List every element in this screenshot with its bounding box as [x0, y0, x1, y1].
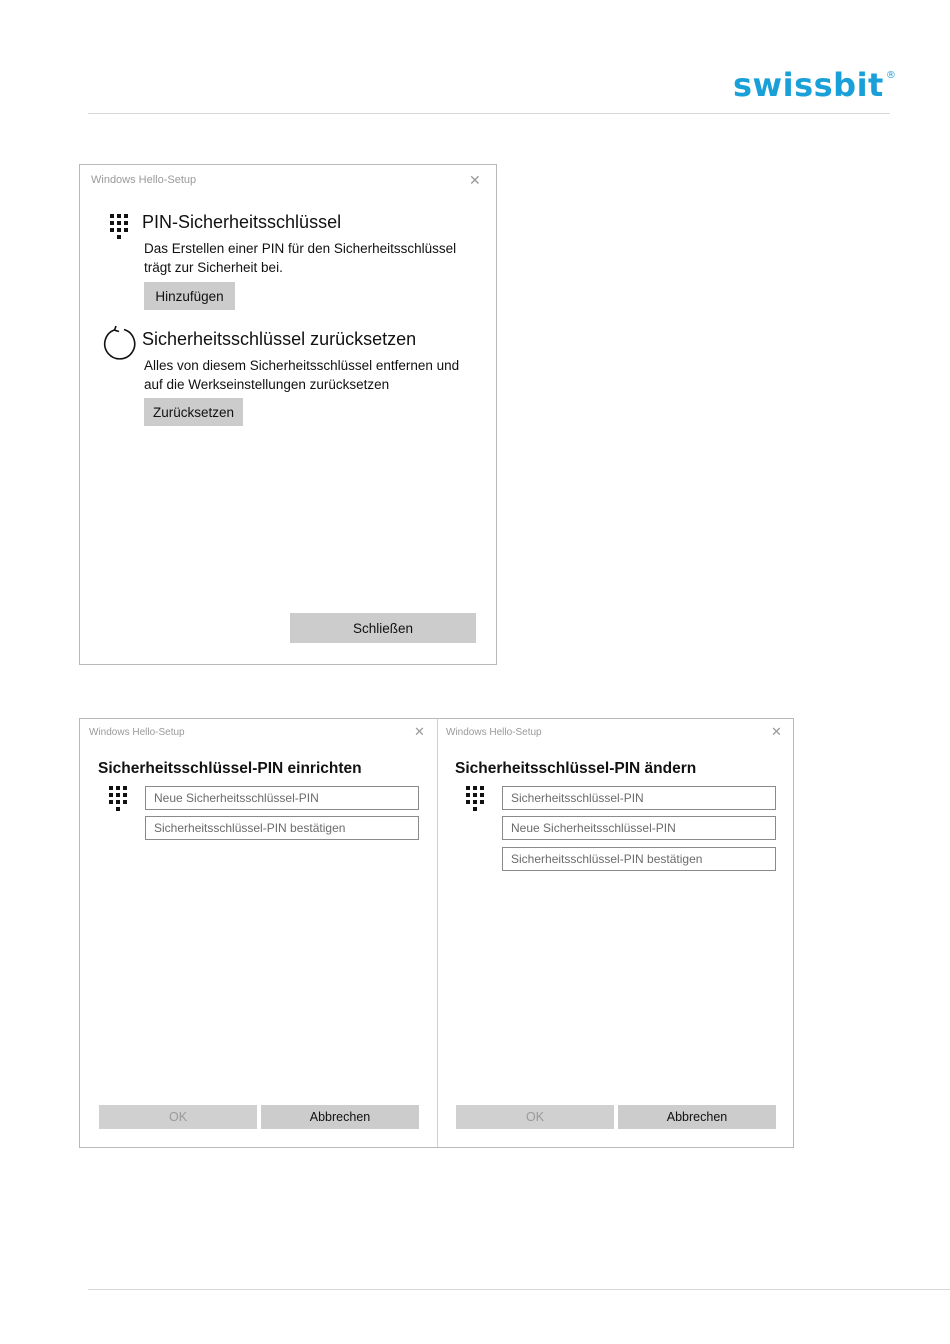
close-icon[interactable]: ✕: [771, 724, 782, 739]
header-divider: [88, 113, 890, 114]
add-pin-button[interactable]: Hinzufügen: [144, 282, 235, 310]
ok-button[interactable]: OK: [456, 1105, 614, 1129]
logo-text: swissbit: [733, 66, 884, 104]
pin-dialogs-container: [79, 718, 794, 1148]
reset-button[interactable]: Zurücksetzen: [144, 398, 243, 426]
setup-pin-dialog: [80, 719, 438, 1147]
dialog-title: Windows Hello-Setup: [446, 727, 542, 738]
ok-button[interactable]: OK: [99, 1105, 257, 1129]
pin-section-description: Das Erstellen einer PIN für den Sicherheitsschlüssel trägt zur Sicherheit bei.: [144, 241, 457, 275]
close-icon[interactable]: ✕: [414, 724, 425, 739]
pin-section-heading: PIN-Sicherheitsschlüssel: [142, 212, 342, 232]
confirm-pin-field[interactable]: [502, 847, 776, 871]
keypad-icon: [466, 786, 484, 811]
new-pin-field[interactable]: [145, 786, 419, 810]
keypad-icon: [110, 214, 128, 239]
change-pin-heading: Sicherheitsschlüssel-PIN ändern: [455, 760, 697, 777]
registered-mark: ®: [885, 70, 897, 81]
reset-section-heading: Sicherheitsschlüssel zurücksetzen: [142, 329, 417, 349]
close-button[interactable]: Schließen: [290, 613, 476, 643]
change-pin-dialog: [437, 719, 794, 1147]
reset-section-description: Alles von diesem Sicherheitsschlüssel entfernen und auf die Werkseinstellungen zurücksetzen: [144, 358, 460, 392]
keypad-icon: [109, 786, 127, 811]
cancel-button[interactable]: Abbrechen: [261, 1105, 419, 1129]
close-icon[interactable]: ✕: [469, 172, 481, 188]
dialog-title: Windows Hello-Setup: [89, 727, 185, 738]
new-pin-field[interactable]: [502, 816, 776, 840]
windows-hello-setup-dialog: [79, 164, 497, 665]
footer-divider: [88, 1289, 950, 1290]
setup-pin-heading: Sicherheitsschlüssel-PIN einrichten: [98, 760, 362, 777]
cancel-button[interactable]: Abbrechen: [618, 1105, 776, 1129]
reset-icon: [102, 325, 138, 361]
dialog-title: Windows Hello-Setup: [91, 174, 197, 186]
current-pin-field[interactable]: [502, 786, 776, 810]
swissbit-logo: [733, 66, 896, 104]
confirm-pin-field[interactable]: [145, 816, 419, 840]
